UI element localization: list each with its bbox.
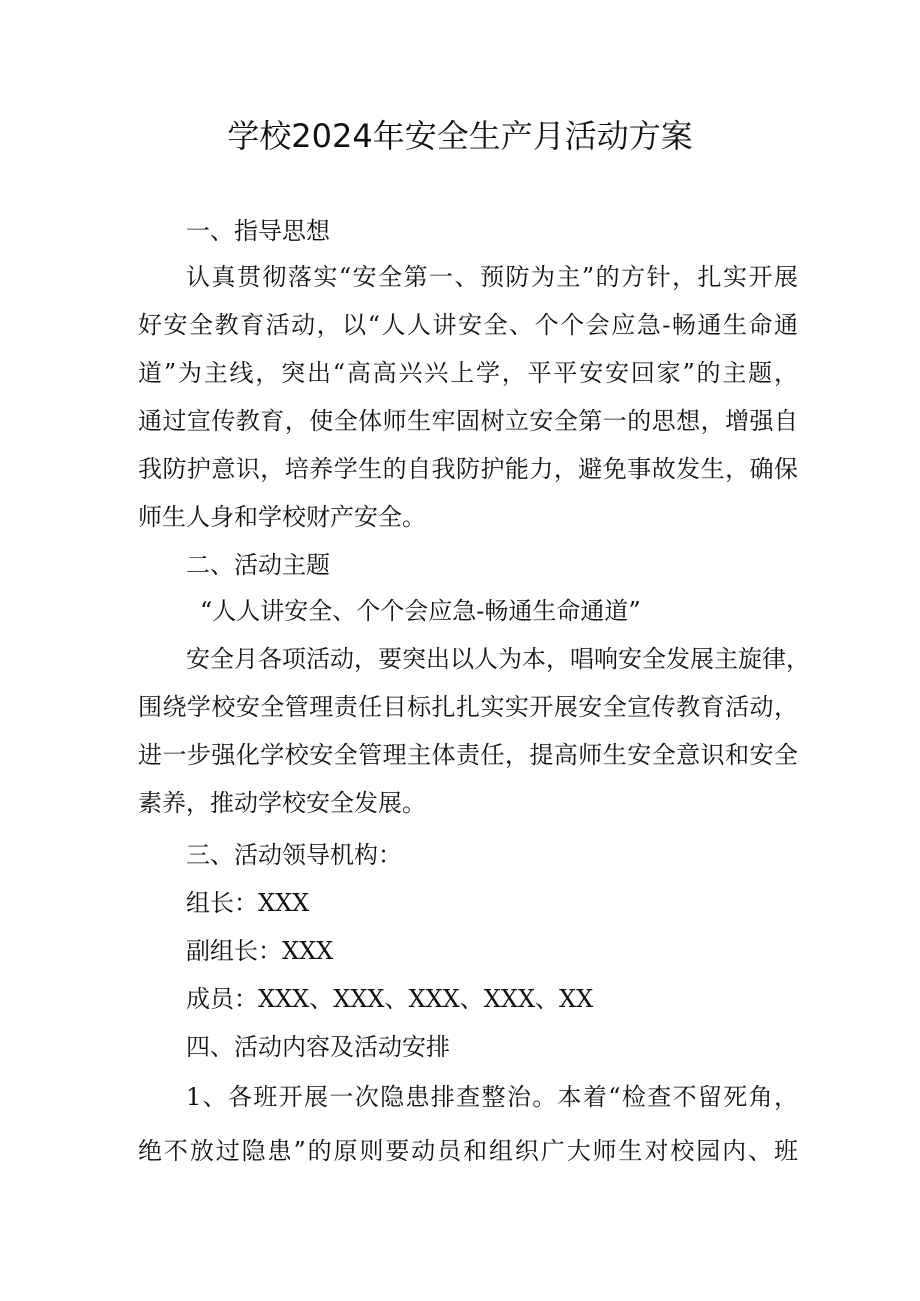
paragraph-line: 围绕学校安全管理责任目标扎扎实实开展安全宣传教育活动， bbox=[138, 693, 798, 721]
members-line: 成员：XXX、XXX、XXX、XXX、XX bbox=[186, 985, 594, 1013]
leader-line: 组长：XXX bbox=[186, 889, 310, 917]
paragraph-line: 师生人身和学校财产安全。 bbox=[138, 503, 426, 531]
section-heading-3: 三、活动领导机构： bbox=[186, 841, 402, 869]
document-title: 学校2024年安全生产月活动方案 bbox=[227, 117, 693, 155]
paragraph-line: 道”为主线，突出“高高兴兴上学，平平安安回家”的主题， bbox=[138, 359, 798, 387]
paragraph-line: 安全月各项活动，要突出以人为本，唱响安全发展主旋律， bbox=[186, 645, 810, 673]
paragraph-line: 我防护意识，培养学生的自我防护能力，避免事故发生，确保 bbox=[138, 455, 798, 483]
section-heading-4: 四、活动内容及活动安排 bbox=[186, 1033, 450, 1061]
theme-quote: “人人讲安全、个个会应急-畅通生命通道” bbox=[200, 597, 641, 625]
section-heading-2: 二、活动主题 bbox=[186, 551, 330, 579]
section-heading-1: 一、指导思想 bbox=[186, 217, 330, 245]
paragraph-line: 素养，推动学校安全发展。 bbox=[138, 789, 426, 817]
paragraph-line: 绝不放过隐患”的原则要动员和组织广大师生对校园内、班 bbox=[138, 1137, 798, 1165]
paragraph-line: 1、各班开展一次隐患排查整治。本着“检查不留死角， bbox=[186, 1083, 798, 1111]
paragraph-line: 认真贯彻落实“安全第一、预防为主”的方针，扎实开展 bbox=[186, 263, 798, 291]
paragraph-line: 进一步强化学校安全管理主体责任，提高师生安全意识和安全 bbox=[138, 741, 798, 769]
deputy-leader-line: 副组长：XXX bbox=[186, 937, 334, 965]
paragraph-line: 好安全教育活动，以“人人讲安全、个个会应急-畅通生命通 bbox=[138, 311, 798, 339]
paragraph-line: 通过宣传教育，使全体师生牢固树立安全第一的思想，增强自 bbox=[138, 407, 798, 435]
